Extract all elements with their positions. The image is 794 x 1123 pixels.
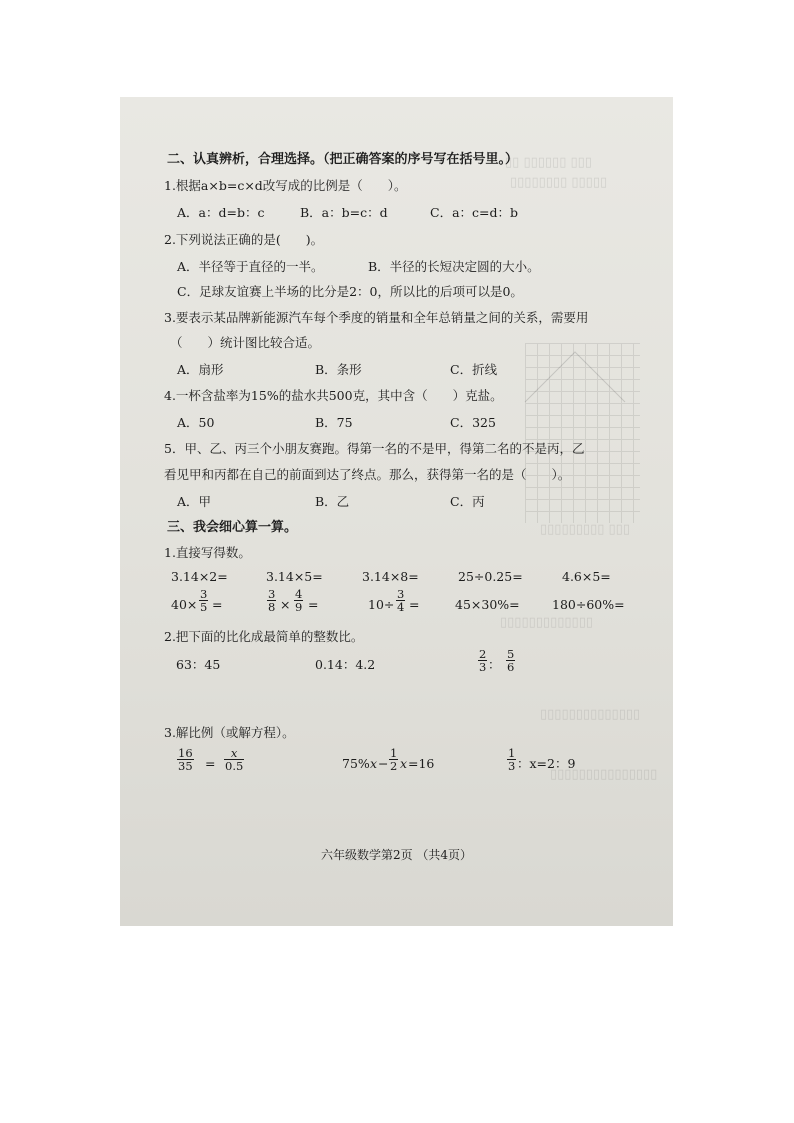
calc-r2-1-tail: = — [212, 597, 223, 612]
ratio-2: 0.14：4.2 — [315, 657, 376, 672]
bleed-through-text: ▯▯ ▯▯▯▯▯▯ ▯▯▯ — [505, 155, 592, 170]
numerator: 1 — [390, 746, 398, 760]
q3-stem-line1: 3.要表示某品牌新能源汽车每个季度的销量和全年总销量之间的关系，需要用 — [164, 310, 589, 325]
eq3-tail: ：x=2：9 — [517, 756, 576, 771]
q5-stem-line1: 5．甲、乙、丙三个小朋友赛跑。得第一名的不是甲，得第二名的不是丙，乙 — [164, 441, 585, 456]
sub3-title: 3.解比例（或解方程）。 — [164, 725, 295, 740]
denominator: 0.5 — [225, 759, 244, 773]
q2-option-b: B．半径的长短决定圆的大小。 — [368, 259, 540, 274]
q2-option-a: A．半径等于直径的一半。 — [177, 259, 324, 274]
q5-option-a: A．甲 — [177, 494, 212, 509]
denominator: 2 — [390, 759, 398, 773]
ratio-3-fraction-b — [506, 648, 515, 673]
numerator: 4 — [295, 587, 303, 601]
calc-r2-2-tail: = — [308, 597, 319, 612]
ratio-3-fraction-a — [478, 648, 487, 673]
page-footer: 六年级数学第2页 （共4页） — [320, 848, 473, 862]
q1-option-b: B．a：b=c：d — [300, 205, 388, 220]
numerator: 3 — [200, 587, 208, 601]
q1-option-c: C．a：c=d：b — [430, 205, 518, 220]
q4-option-a: A．50 — [177, 415, 215, 430]
ratio-1: 63：45 — [176, 657, 221, 672]
calc-r1-3: 3.14×8= — [362, 569, 419, 584]
eq1-fraction-left — [177, 747, 194, 772]
bleed-through-text: ▯▯▯▯▯▯▯▯ ▯▯▯▯▯ — [510, 175, 608, 190]
bleed-through-text: ▯▯▯▯▯▯▯▯▯▯▯▯▯▯ — [540, 707, 641, 722]
q3-option-a: A．扇形 — [177, 362, 224, 377]
eq2-minus: − — [378, 756, 389, 771]
q2-option-c: C．足球友谊赛上半场的比分是2：0，所以比的后项可以是0。 — [177, 284, 523, 299]
calc-r1-4: 25÷0.25= — [458, 569, 523, 584]
calc-r2-5: 180÷60%= — [552, 597, 625, 612]
q5-stem-line2: 看见甲和丙都在自己的前面到达了终点。那么，获得第一名的是（ ）。 — [164, 467, 571, 482]
q1-option-a: A．a：d=b：c — [177, 205, 265, 220]
bleed-through-text: ▯▯▯▯▯▯▯▯▯▯▯▯▯▯▯ — [550, 767, 658, 782]
eq2-fraction — [389, 747, 398, 772]
q4-option-c: C．325 — [450, 415, 496, 430]
q1-stem: 1.根据a×b=c×d改写成的比例是（ ）。 — [164, 178, 407, 193]
exam-page — [120, 97, 673, 926]
calc-r2-3-fraction — [396, 588, 405, 613]
calc-r2-3-tail: = — [409, 597, 420, 612]
numerator: 16 — [178, 746, 193, 760]
denominator: 8 — [268, 600, 276, 614]
calc-r2-4: 45×30%= — [455, 597, 520, 612]
numerator: 2 — [479, 647, 487, 661]
q3-option-c: C．折线 — [450, 362, 498, 377]
numerator: 5 — [507, 647, 515, 661]
calc-r2-1-fraction — [199, 588, 208, 613]
calc-r2-2-fraction-b — [294, 588, 303, 613]
eq1-equals: = — [205, 756, 216, 771]
denominator: 35 — [178, 759, 193, 773]
calc-r1-2: 3.14×5= — [266, 569, 323, 584]
numerator: 1 — [508, 746, 516, 760]
denominator: 9 — [295, 600, 303, 614]
denominator: 6 — [507, 660, 515, 674]
ratio-3-sep: ： — [488, 657, 501, 672]
denominator: 5 — [200, 600, 208, 614]
q4-stem: 4.一杯含盐率为15%的盐水共500克，其中含（ ）克盐。 — [164, 388, 503, 403]
q5-option-c: C．丙 — [450, 494, 485, 509]
bleed-through-text: ▯▯▯▯▯▯▯▯▯ ▯▯▯ — [540, 522, 630, 537]
q5-option-b: B．乙 — [315, 494, 350, 509]
bleed-through-text: ▯▯▯▯▯▯▯▯▯▯▯▯▯ — [500, 615, 593, 630]
bleed-through-triangle — [520, 347, 630, 407]
eq1-fraction-right — [224, 747, 244, 772]
q2-stem: 2.下列说法正确的是( )。 — [164, 232, 324, 247]
denominator: 4 — [397, 600, 405, 614]
denominator: 3 — [479, 660, 487, 674]
calc-r1-5: 4.6×5= — [562, 569, 611, 584]
calc-r1-1: 3.14×2= — [171, 569, 228, 584]
numerator: x — [230, 746, 238, 760]
q3-option-b: B．条形 — [315, 362, 362, 377]
numerator: 3 — [268, 587, 276, 601]
denominator: 3 — [508, 759, 516, 773]
calc-r2-1-lead: 40× — [171, 597, 198, 612]
numerator: 3 — [397, 587, 405, 601]
section3-heading: 三、我会细心算一算。 — [167, 520, 298, 535]
section2-heading: 二、认真辨析，合理选择。（把正确答案的序号写在括号里。） — [167, 152, 519, 167]
q4-option-b: B．75 — [315, 415, 353, 430]
eq2-x1: x — [370, 756, 378, 771]
calc-r2-2-fraction-a — [267, 588, 276, 613]
sub2-title: 2.把下面的比化成最简单的整数比。 — [164, 629, 364, 644]
eq2-x2: x — [400, 756, 408, 771]
eq2-tail: =16 — [408, 756, 435, 771]
sub1-title: 1.直接写得数。 — [164, 545, 251, 560]
q3-stem-line2: （ ）统计图比较合适。 — [170, 335, 321, 350]
calc-r2-2-op: × — [280, 597, 291, 612]
eq3-fraction — [507, 747, 516, 772]
calc-r2-3-lead: 10÷ — [368, 597, 395, 612]
eq2-lead: 75% — [342, 756, 370, 771]
